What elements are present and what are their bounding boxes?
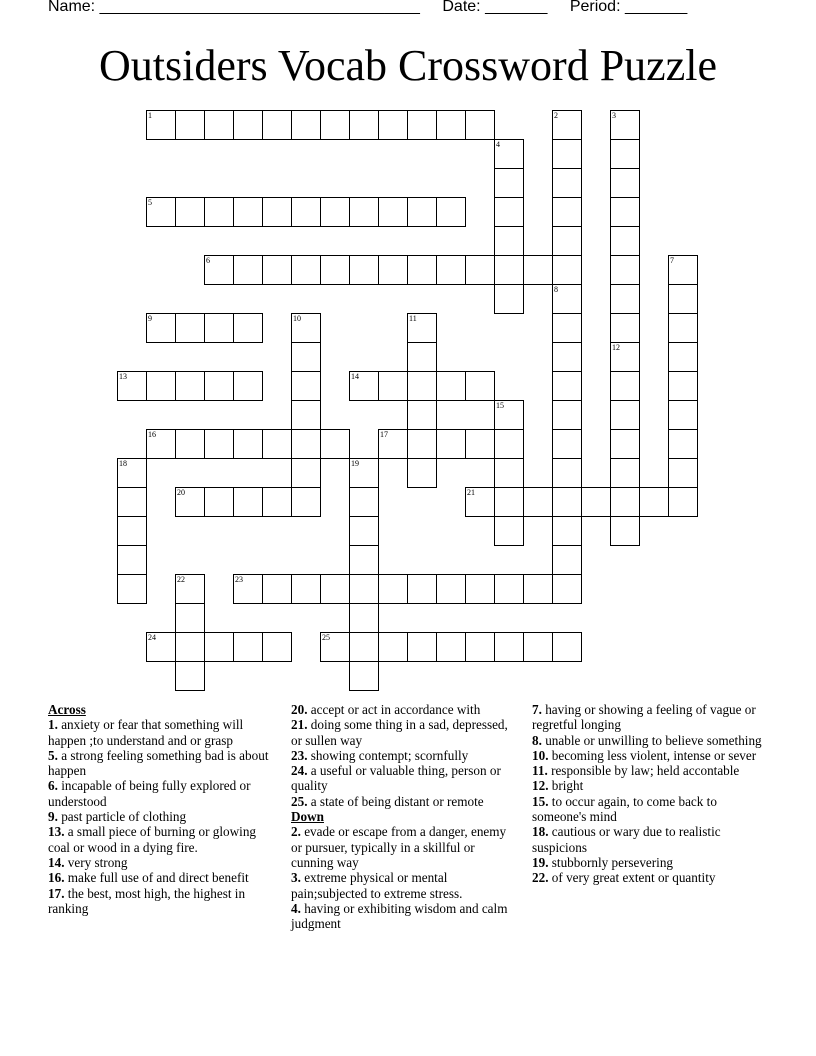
grid-cell[interactable]: [552, 197, 582, 227]
grid-cell[interactable]: [349, 661, 379, 691]
grid-cell[interactable]: [233, 255, 263, 285]
clue-item: [291, 702, 519, 717]
clue-item-text: the best, most high, the highest in ranking: [48, 885, 246, 916]
grid-cell[interactable]: [175, 429, 205, 459]
grid-cell[interactable]: [378, 255, 408, 285]
grid-cell[interactable]: [146, 632, 176, 662]
grid-cell[interactable]: [465, 487, 495, 517]
student-info-line: [48, 0, 768, 16]
clue-item-number: 6.: [48, 778, 58, 794]
clue-item-number: 14.: [48, 854, 65, 870]
clue-item-text: past particle of clothing: [57, 809, 187, 825]
clue-item-number: 8.: [532, 732, 542, 748]
grid-cell[interactable]: [291, 429, 321, 459]
grid-cell[interactable]: [233, 429, 263, 459]
clue-item-number: 11.: [532, 763, 548, 779]
grid-cell[interactable]: [407, 632, 437, 662]
grid-cell[interactable]: [117, 545, 147, 575]
clue-item-number: 9.: [48, 809, 58, 825]
clue-item-text: becoming less violent, intense or sever: [548, 747, 757, 763]
clue-item-text: stubbornly persevering: [548, 854, 674, 870]
grid-cell[interactable]: [436, 110, 466, 140]
grid-cell[interactable]: [552, 110, 582, 140]
grid-cell[interactable]: [465, 255, 495, 285]
clue-item-number: 19.: [532, 854, 549, 870]
grid-cell[interactable]: [233, 197, 263, 227]
crossword-grid: [117, 110, 717, 710]
grid-cell[interactable]: [378, 371, 408, 401]
grid-cell[interactable]: [581, 487, 611, 517]
clue-number: 4: [496, 140, 500, 149]
clue-number: 1: [148, 111, 152, 120]
clue-item-number: 5.: [48, 747, 58, 763]
grid-cell[interactable]: [233, 632, 263, 662]
clue-item-number: 13.: [48, 824, 65, 840]
grid-cell[interactable]: [610, 458, 640, 488]
clue-item-text: very strong: [64, 854, 128, 870]
clue-number: 10: [293, 314, 301, 323]
grid-cell[interactable]: [494, 429, 524, 459]
grid-cell[interactable]: [117, 516, 147, 546]
grid-cell[interactable]: [233, 371, 263, 401]
grid-cell[interactable]: [349, 632, 379, 662]
grid-cell[interactable]: [610, 313, 640, 343]
grid-cell[interactable]: [465, 371, 495, 401]
clue-item-text: extreme physical or mental pain;subjected to extreme stress.: [291, 870, 463, 901]
grid-cell[interactable]: [204, 110, 234, 140]
grid-cell[interactable]: [639, 487, 669, 517]
grid-cell[interactable]: [494, 226, 524, 256]
grid-cell[interactable]: [349, 487, 379, 517]
clue-item-number: 3.: [291, 870, 301, 886]
grid-cell[interactable]: [552, 313, 582, 343]
grid-cell[interactable]: [378, 197, 408, 227]
clue-item-number: 20.: [291, 702, 308, 717]
clue-item-text: cautious or wary due to realistic suspicions: [532, 824, 721, 855]
grid-cell[interactable]: [291, 110, 321, 140]
clue-item-text: a state of being distant or remote: [307, 793, 484, 809]
grid-cell[interactable]: [146, 371, 176, 401]
grid-cell[interactable]: [407, 255, 437, 285]
clue-number: 13: [119, 372, 127, 381]
clue-item-text: having or exhibiting wisdom and calm judgment: [291, 900, 508, 932]
grid-cell[interactable]: [291, 487, 321, 517]
grid-cell[interactable]: [610, 226, 640, 256]
grid-cell[interactable]: [668, 487, 698, 517]
clue-item-number: 12.: [532, 778, 549, 794]
grid-cell[interactable]: [233, 110, 263, 140]
grid-cell[interactable]: [349, 197, 379, 227]
grid-cell[interactable]: [175, 313, 205, 343]
clue-item-number: 15.: [532, 793, 549, 809]
grid-cell[interactable]: [552, 545, 582, 575]
grid-cell[interactable]: [494, 632, 524, 662]
grid-cell[interactable]: [668, 400, 698, 430]
clue-number: 22: [177, 575, 185, 584]
grid-cell[interactable]: [552, 226, 582, 256]
grid-cell[interactable]: [465, 429, 495, 459]
clue-item: [48, 886, 276, 917]
clue-number: 21: [467, 488, 475, 497]
grid-cell[interactable]: [552, 429, 582, 459]
grid-cell[interactable]: [349, 255, 379, 285]
grid-cell[interactable]: [552, 284, 582, 314]
grid-cell[interactable]: [320, 197, 350, 227]
clue-item-text: bright: [548, 778, 584, 794]
grid-cell[interactable]: [610, 284, 640, 314]
grid-cell[interactable]: [436, 574, 466, 604]
grid-cell[interactable]: [552, 516, 582, 546]
grid-cell[interactable]: [204, 487, 234, 517]
clue-number: 11: [409, 314, 417, 323]
grid-cell[interactable]: [668, 255, 698, 285]
grid-cell[interactable]: [610, 197, 640, 227]
grid-cell[interactable]: [117, 458, 147, 488]
grid-cell[interactable]: [436, 255, 466, 285]
grid-cell[interactable]: [407, 574, 437, 604]
grid-cell[interactable]: [378, 429, 408, 459]
grid-cell[interactable]: [262, 429, 292, 459]
clue-item-text: of very great extent or quantity: [548, 870, 716, 886]
grid-cell[interactable]: [523, 255, 553, 285]
grid-cell[interactable]: [291, 197, 321, 227]
grid-cell[interactable]: [146, 429, 176, 459]
grid-cell[interactable]: [291, 574, 321, 604]
clue-number: 15: [496, 401, 504, 410]
clue-section-heading: Down: [291, 809, 324, 825]
grid-cell[interactable]: [233, 487, 263, 517]
clue-item-number: 4.: [291, 900, 301, 916]
clue-item-number: 10.: [532, 747, 549, 763]
clue-item: [291, 870, 519, 901]
grid-cell[interactable]: [523, 487, 553, 517]
grid-cell[interactable]: [175, 661, 205, 691]
grid-cell[interactable]: [552, 168, 582, 198]
grid-cell[interactable]: [494, 284, 524, 314]
clue-item: [532, 702, 768, 733]
clue-item-number: 17.: [48, 885, 65, 901]
clue-number: 19: [351, 459, 359, 468]
grid-cell[interactable]: [436, 371, 466, 401]
clue-item-number: 22.: [532, 870, 549, 886]
grid-cell[interactable]: [407, 313, 437, 343]
clue-item-text: a strong feeling something bad is about happen: [48, 747, 269, 779]
grid-cell[interactable]: [552, 458, 582, 488]
grid-cell[interactable]: [262, 110, 292, 140]
clue-item-text: anxiety or fear that something will happen ;to understand and or grasp: [48, 717, 244, 748]
clue-number: 5: [148, 198, 152, 207]
grid-cell[interactable]: [175, 197, 205, 227]
clue-item: [48, 809, 276, 824]
clue-item-text: doing some thing in a sad, depressed, or sullen way: [291, 717, 508, 748]
grid-cell[interactable]: [320, 110, 350, 140]
clue-item-number: 16.: [48, 870, 65, 886]
grid-cell[interactable]: [349, 603, 379, 633]
clue-item: [48, 748, 276, 779]
grid-cell[interactable]: [552, 487, 582, 517]
grid-cell[interactable]: [552, 139, 582, 169]
clue-number: 20: [177, 488, 185, 497]
grid-cell[interactable]: [668, 313, 698, 343]
date-field[interactable]: Date: _______: [442, 0, 548, 15]
grid-cell[interactable]: [610, 429, 640, 459]
grid-cell[interactable]: [407, 429, 437, 459]
clue-column-1: [48, 702, 276, 916]
clue-item: [291, 901, 519, 932]
clue-item-number: 25.: [291, 793, 308, 809]
clue-number: 2: [554, 111, 558, 120]
grid-cell[interactable]: [552, 632, 582, 662]
clue-number: 12: [612, 343, 620, 352]
clue-item-number: 21.: [291, 717, 308, 733]
grid-cell[interactable]: [117, 371, 147, 401]
grid-cell[interactable]: [668, 429, 698, 459]
grid-cell[interactable]: [407, 400, 437, 430]
clue-item-number: 24.: [291, 763, 308, 779]
grid-cell[interactable]: [552, 255, 582, 285]
puzzle-title: Outsiders Vocab Crossword Puzzle: [99, 41, 717, 90]
clue-number: 18: [119, 459, 127, 468]
grid-cell[interactable]: [175, 110, 205, 140]
clue-item: [48, 778, 276, 809]
grid-cell[interactable]: [320, 632, 350, 662]
clue-item: [48, 870, 276, 885]
clue-item: [532, 748, 768, 763]
grid-cell[interactable]: [552, 342, 582, 372]
clue-number: 3: [612, 111, 616, 120]
grid-cell[interactable]: [494, 168, 524, 198]
grid-cell[interactable]: [233, 313, 263, 343]
clue-item-number: 1.: [48, 717, 58, 733]
grid-cell[interactable]: [146, 197, 176, 227]
clue-item: [291, 763, 519, 794]
clue-item-number: 2.: [291, 824, 301, 840]
grid-cell[interactable]: [610, 168, 640, 198]
grid-cell[interactable]: [204, 632, 234, 662]
grid-cell[interactable]: [552, 371, 582, 401]
grid-cell[interactable]: [494, 574, 524, 604]
grid-cell[interactable]: [320, 429, 350, 459]
grid-cell[interactable]: [175, 574, 205, 604]
clue-number: 9: [148, 314, 152, 323]
grid-cell[interactable]: [610, 110, 640, 140]
clue-item: [532, 763, 768, 778]
grid-cell[interactable]: [552, 400, 582, 430]
grid-cell[interactable]: [523, 574, 553, 604]
grid-cell[interactable]: [465, 632, 495, 662]
clue-section-heading: Across: [48, 702, 86, 717]
clue-item-text: incapable of being fully explored or understood: [48, 778, 251, 809]
clue-item-text: make full use of and direct benefit: [64, 870, 249, 886]
clue-item-text: having or showing a feeling of vague or regretful longing: [532, 702, 756, 733]
clue-item: [532, 794, 768, 825]
clue-item: [532, 824, 768, 855]
grid-cell[interactable]: [465, 574, 495, 604]
grid-cell[interactable]: [349, 458, 379, 488]
clue-number: 6: [206, 256, 210, 265]
grid-cell[interactable]: [204, 429, 234, 459]
grid-cell[interactable]: [291, 400, 321, 430]
grid-cell[interactable]: [610, 400, 640, 430]
clue-item-text: responsible by law; held accontable: [547, 763, 740, 779]
grid-cell[interactable]: [407, 342, 437, 372]
clue-item: [532, 855, 768, 870]
grid-cell[interactable]: [262, 487, 292, 517]
clue-item-text: a small piece of burning or glowing coal or wood in a dying fire.: [48, 824, 257, 855]
clue-column-2: [291, 702, 519, 931]
grid-cell[interactable]: [407, 371, 437, 401]
clue-number: 17: [380, 430, 388, 439]
grid-cell[interactable]: [175, 603, 205, 633]
grid-cell[interactable]: [668, 458, 698, 488]
grid-cell[interactable]: [291, 371, 321, 401]
grid-cell[interactable]: [610, 487, 640, 517]
clue-item-text: a useful or valuable thing, person or quality: [291, 763, 501, 794]
clue-item-text: accept or act in accordance with: [307, 702, 481, 717]
grid-cell[interactable]: [494, 458, 524, 488]
grid-cell[interactable]: [291, 458, 321, 488]
clue-item: [48, 855, 276, 870]
grid-cell[interactable]: [262, 197, 292, 227]
grid-cell[interactable]: [262, 574, 292, 604]
clue-item: [532, 733, 768, 748]
grid-cell[interactable]: [349, 545, 379, 575]
clue-item: [291, 794, 519, 809]
grid-cell[interactable]: [465, 110, 495, 140]
clue-item-number: 18.: [532, 824, 549, 840]
clue-item-text: evade or escape from a danger, enemy or pursuer, typically in a skillful or cunning way: [291, 824, 507, 870]
grid-cell[interactable]: [668, 284, 698, 314]
clue-item: [532, 778, 768, 793]
grid-cell[interactable]: [610, 516, 640, 546]
grid-cell[interactable]: [117, 487, 147, 517]
grid-cell[interactable]: [378, 632, 408, 662]
clue-item-number: 7.: [532, 702, 542, 717]
grid-cell[interactable]: [204, 313, 234, 343]
clue-item-text: to occur again, to come back to someone's mind: [532, 793, 717, 825]
grid-cell[interactable]: [349, 371, 379, 401]
clue-item: [48, 717, 276, 748]
grid-cell[interactable]: [146, 110, 176, 140]
clue-number: 8: [554, 285, 558, 294]
clue-number: 14: [351, 372, 359, 381]
grid-cell[interactable]: [552, 574, 582, 604]
grid-cell[interactable]: [494, 400, 524, 430]
grid-cell[interactable]: [262, 632, 292, 662]
grid-cell[interactable]: [610, 255, 640, 285]
grid-cell[interactable]: [175, 371, 205, 401]
grid-cell[interactable]: [436, 197, 466, 227]
period-field[interactable]: Period: _______: [569, 0, 688, 15]
grid-cell[interactable]: [378, 574, 408, 604]
grid-cell[interactable]: [407, 197, 437, 227]
grid-cell[interactable]: [494, 516, 524, 546]
grid-cell[interactable]: [204, 371, 234, 401]
grid-cell[interactable]: [291, 255, 321, 285]
grid-cell[interactable]: [523, 632, 553, 662]
grid-cell[interactable]: [204, 255, 234, 285]
clue-item: [291, 748, 519, 763]
grid-cell[interactable]: [262, 255, 292, 285]
grid-cell[interactable]: [407, 110, 437, 140]
clue-column-3: [532, 702, 768, 886]
grid-cell[interactable]: [494, 139, 524, 169]
grid-cell[interactable]: [233, 574, 263, 604]
clue-item: [532, 870, 768, 885]
grid-cell[interactable]: [320, 255, 350, 285]
grid-cell[interactable]: [610, 371, 640, 401]
clue-item-number: 23.: [291, 747, 308, 763]
grid-cell[interactable]: [320, 574, 350, 604]
grid-cell[interactable]: [436, 429, 466, 459]
clue-number: 7: [670, 256, 674, 265]
clue-number: 24: [148, 633, 156, 642]
clue-item-text: showing contempt; scornfully: [307, 747, 469, 763]
grid-cell[interactable]: [494, 487, 524, 517]
clue-item-text: unable or unwilling to believe something: [541, 732, 762, 748]
grid-cell[interactable]: [494, 197, 524, 227]
grid-cell[interactable]: [349, 110, 379, 140]
grid-cell[interactable]: [175, 487, 205, 517]
grid-cell[interactable]: [349, 516, 379, 546]
grid-cell[interactable]: [117, 574, 147, 604]
grid-cell[interactable]: [291, 313, 321, 343]
grid-cell[interactable]: [175, 632, 205, 662]
clue-item: [291, 717, 519, 748]
grid-cell[interactable]: [668, 342, 698, 372]
grid-cell[interactable]: [610, 342, 640, 372]
name-field[interactable]: Name: ____________________________________: [48, 0, 420, 15]
grid-cell[interactable]: [291, 342, 321, 372]
clue-item: [291, 824, 519, 870]
grid-cell[interactable]: [146, 313, 176, 343]
grid-cell[interactable]: [494, 255, 524, 285]
grid-cell[interactable]: [436, 632, 466, 662]
grid-cell[interactable]: [668, 371, 698, 401]
clue-number: 23: [235, 575, 243, 584]
clue-item: [48, 824, 276, 855]
clue-number: 25: [322, 633, 330, 642]
grid-cell[interactable]: [349, 574, 379, 604]
grid-cell[interactable]: [407, 458, 437, 488]
grid-cell[interactable]: [378, 110, 408, 140]
grid-cell[interactable]: [204, 197, 234, 227]
grid-cell[interactable]: [610, 139, 640, 169]
clue-number: 16: [148, 430, 156, 439]
